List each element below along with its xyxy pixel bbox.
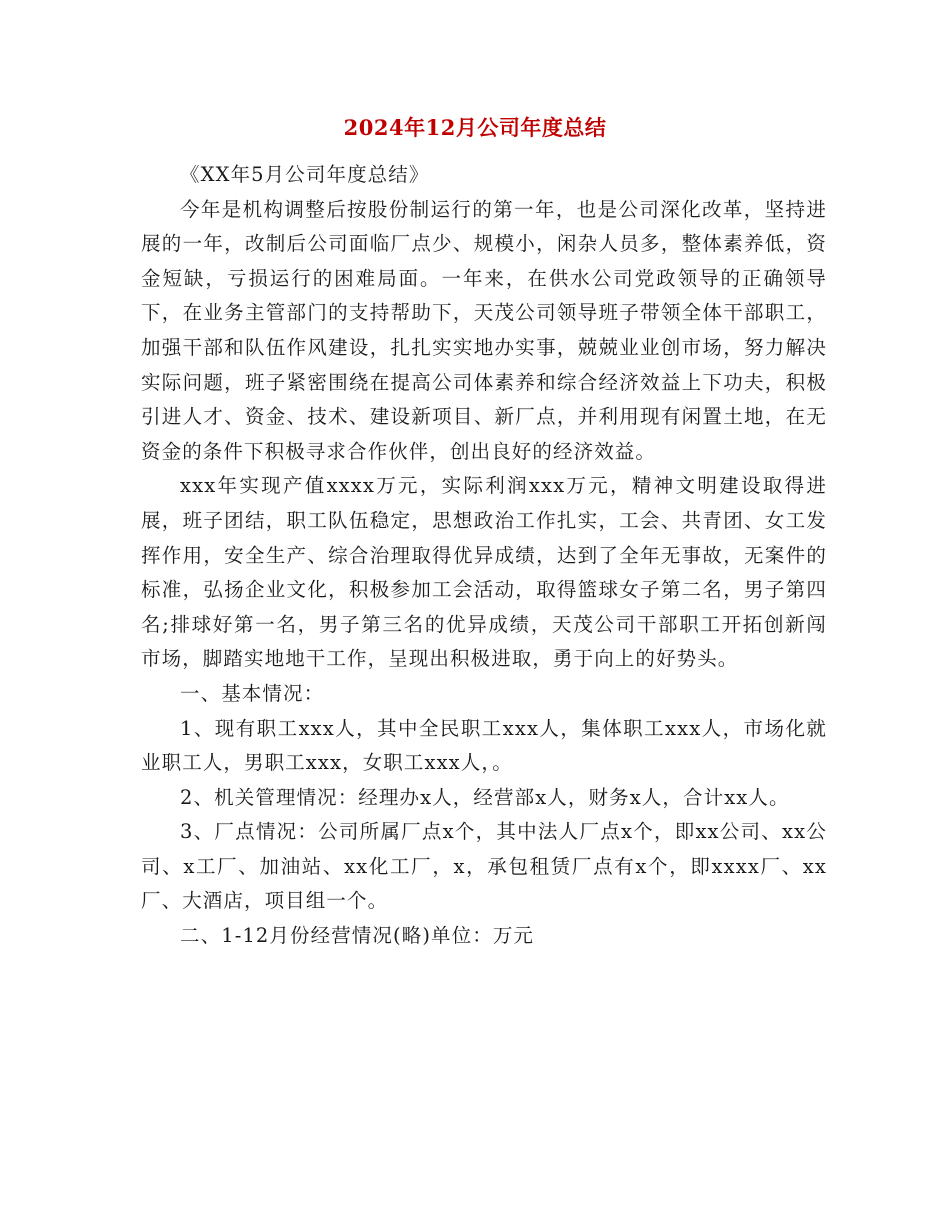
intro-paragraph: 今年是机构调整后按股份制运行的第一年，也是公司深化改革，坚持进展的一年，改制后公司面临厂点少、规模小，闲杂人员多，整体素养低，资金短缺，亏损运行的困难局面。一年来，在供水公司党政领导的正确领导下，在业务主管部门的支持帮助下，天茂公司领导班子带领全体干部职工，加强干部和队伍作风建设，扎扎实实地办实事，兢兢业业创市场，努力解决实际问题，班子紧密围绕在提高公司体素养和综合经济效益上下功夫，积极引进人才、资金、技术、建设新项目、新厂点，并利用现有闲置土地，在无资金的条件下积极寻求合作伙伴，创出良好的经济效益。 [141, 197, 827, 463]
document-title: 2024年12月公司年度总结 [343, 115, 607, 140]
section-heading-operations: 二、1-12月份经营情况(略)单位：万元 [180, 924, 535, 948]
document-body [141, 158, 827, 954]
subtitle-paragraph: 《XX年5月公司年度总结》 [180, 163, 430, 186]
management-paragraph: 2、机关管理情况：经理办x人，经营部x人，财务x人，合计xx人。 [180, 785, 790, 809]
staff-paragraph: 1、现有职工xxx人，其中全民职工xxx人，集体职工xxx人，市场化就业职工人，男职工xxx，女职工xxx人，。 [141, 716, 827, 775]
section-heading-basic: 一、基本情况： [180, 681, 325, 705]
factory-paragraph: 3、厂点情况：公司所属厂点x个，其中法人厂点x个，即xx公司、xx公司、x工厂、加油站、xx化工厂，x，承包租赁厂点有x个，即xxxx厂、xx厂、大酒店，项目组一个。 [141, 820, 827, 913]
achievements-paragraph: xxx年实现产值xxxx万元，实际利润xxx万元，精神文明建设取得进展，班子团结，职工队伍稳定，思想政治工作扎实，工会、共青团、女工发挥作用，安全生产、综合治理取得优异成绩，达到了全年无事故，无案件的标准，弘扬企业文化，积极参加工会活动，取得篮球女子第二名，男子第四名;排球好第一名，男子第三名的优异成绩，天茂公司干部职工开拓创新闯市场，脚踏实地地干工作，呈现出积极进取，勇于向上的好势头。 [141, 474, 827, 671]
